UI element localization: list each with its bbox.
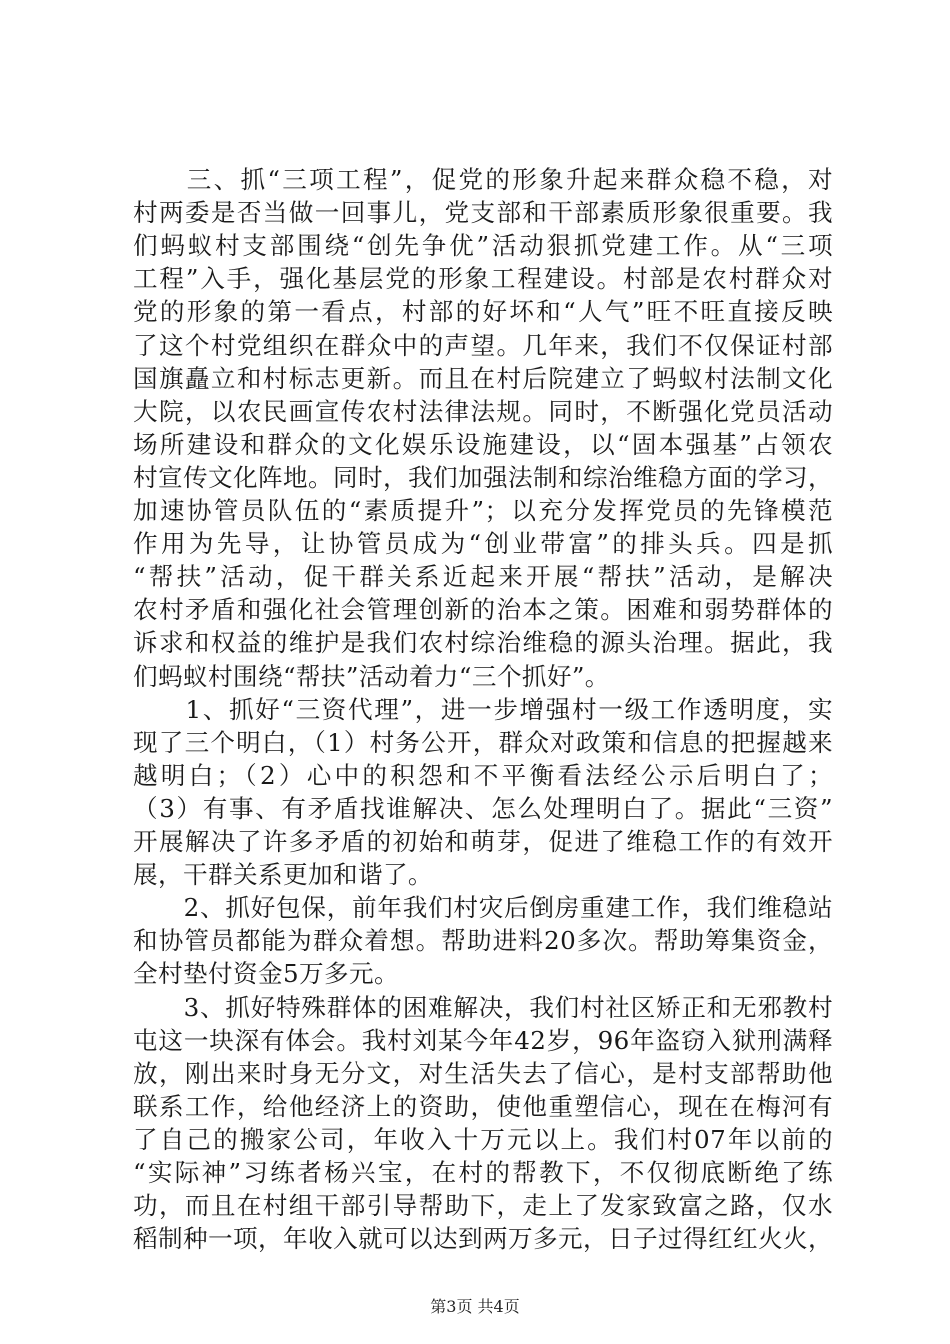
text-line: 稻制种一项，年收入就可以达到两万多元，日子过得红红火火， <box>133 1224 833 1253</box>
text-line: 放，刚出来时身无分文，对生活失去了信心，是村支部帮助他 <box>133 1059 833 1088</box>
text-line: 1、抓好“三资代理”，进一步增强村一级工作透明度，实 <box>133 695 833 724</box>
text-line: 作用为先导，让协管员成为“创业带富”的排头兵。四是抓 <box>133 529 833 558</box>
text-line: 诉求和权益的维护是我们农村综治维稳的源头治理。据此，我 <box>133 628 833 657</box>
text-line: （3）有事、有矛盾找谁解决、怎么处理明白了。据此“三资” <box>133 794 833 823</box>
text-line: 工程”入手，强化基层党的形象工程建设。村部是农村群众对 <box>133 264 833 293</box>
text-line: 了这个村党组织在群众中的声望。几年来，我们不仅保证村部 <box>133 331 833 360</box>
text-line: 们蚂蚁村围绕“帮扶”活动着力“三个抓好”。 <box>133 662 610 691</box>
text-line: 场所建设和群众的文化娱乐设施建设，以“固本强基”占领农 <box>133 430 833 459</box>
text-line: 2、抓好包保，前年我们村灾后倒房重建工作，我们维稳站 <box>133 893 833 922</box>
text-line: 了自己的搬家公司，年收入十万元以上。我们村07年以前的 <box>133 1125 833 1154</box>
text-line: 和协管员都能为群众着想。帮助进料20多次。帮助筹集资金， <box>133 926 833 955</box>
text-line: 党的形象的第一看点，村部的好坏和“人气”旺不旺直接反映 <box>133 297 833 326</box>
text-line: 农村矛盾和强化社会管理创新的治本之策。困难和弱势群体的 <box>133 595 833 624</box>
text-line: 越明白；（2）心中的积怨和不平衡看法经公示后明白了； <box>133 761 833 790</box>
text-line: 联系工作，给他经济上的资助，使他重塑信心，现在在梅河有 <box>133 1092 833 1121</box>
text-line: 村宣传文化阵地。同时，我们加强法制和综治维稳方面的学习， <box>133 463 833 492</box>
text-line: 全村垫付资金5万多元。 <box>133 959 399 988</box>
text-line: “实际神”习练者杨兴宝，在村的帮教下，不仅彻底断绝了练 <box>133 1158 833 1187</box>
text-line: 功，而且在村组干部引导帮助下，走上了发家致富之路，仅水 <box>133 1191 833 1220</box>
text-line: 现了三个明白，（1）村务公开，群众对政策和信息的把握越来 <box>133 728 833 757</box>
text-line: 屯这一块深有体会。我村刘某今年42岁，96年盗窃入狱刑满释 <box>133 1026 833 1055</box>
text-line: 国旗矗立和村标志更新。而且在村后院建立了蚂蚁村法制文化 <box>133 364 833 393</box>
text-line: 大院，以农民画宣传农村法律法规。同时，不断强化党员活动 <box>133 397 833 426</box>
text-line: 三、抓“三项工程”，促党的形象升起来群众稳不稳，对 <box>133 165 833 194</box>
text-line: 们蚂蚁村支部围绕“创先争优”活动狠抓党建工作。从“三项 <box>133 231 833 260</box>
text-line: 开展解决了许多矛盾的初始和萌芽，促进了维稳工作的有效开 <box>133 827 833 856</box>
text-line: 加速协管员队伍的“素质提升”；以充分发挥党员的先锋模范 <box>133 496 833 525</box>
text-line: 村两委是否当做一回事儿，党支部和干部素质形象很重要。我 <box>133 198 833 227</box>
text-line: 展，干群关系更加和谐了。 <box>133 860 433 889</box>
text-line: “帮扶”活动，促干群关系近起来开展“帮扶”活动，是解决 <box>133 562 833 591</box>
text-line: 3、抓好特殊群体的困难解决，我们村社区矫正和无邪教村 <box>133 993 833 1022</box>
page-footer: 第3页 共4页 <box>430 1297 520 1316</box>
